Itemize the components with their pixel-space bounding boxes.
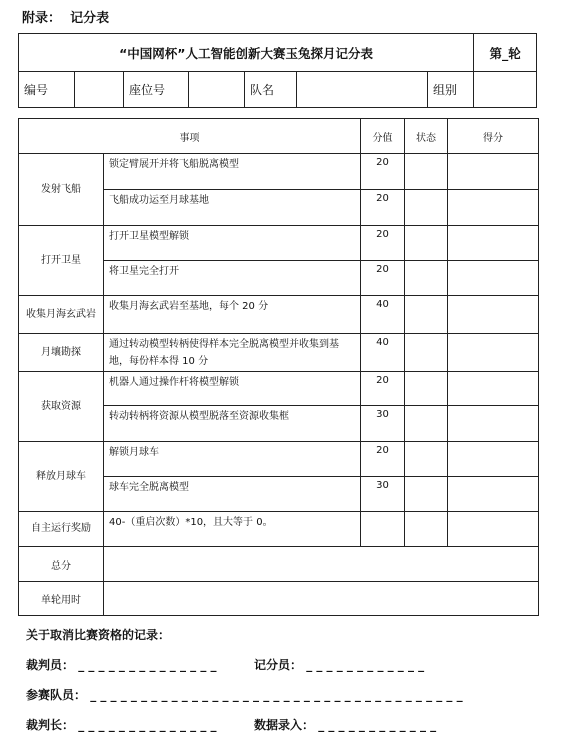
header-table	[18, 33, 537, 108]
item-points: 20	[361, 261, 405, 296]
total-label: 总分	[19, 547, 104, 582]
status-cell[interactable]	[405, 261, 448, 296]
round-time-value[interactable]	[104, 582, 539, 616]
score-cell[interactable]	[448, 372, 539, 406]
status-cell[interactable]	[405, 442, 448, 477]
category-cell: 自主运行奖励	[19, 512, 104, 547]
team-members-blank[interactable]: _ _ _ _ _ _ _ _ _ _ _ _ _ _ _ _ _ _ _ _ _ _ _ _ _ _ _ _ _ _ _ _ _ _ _ _ _	[90, 688, 463, 702]
id-label: 编号	[19, 72, 75, 108]
item-description: 将卫星完全打开	[104, 261, 361, 296]
item-points: 40	[361, 334, 405, 372]
score-table	[18, 118, 539, 616]
total-row	[19, 547, 539, 582]
data-entry-label: 数据录入：	[254, 718, 315, 732]
status-cell[interactable]	[405, 226, 448, 261]
data-entry-blank[interactable]: _ _ _ _ _ _ _ _ _ _ _ _	[318, 718, 437, 732]
table-row	[19, 372, 539, 406]
appendix-heading	[22, 7, 109, 26]
team-members-line	[26, 686, 463, 703]
seat-value[interactable]	[189, 72, 245, 108]
status-cell[interactable]	[405, 296, 448, 334]
table-row	[19, 512, 539, 547]
score-cell[interactable]	[448, 477, 539, 512]
appendix-title: 记分表	[70, 11, 110, 26]
category-cell: 收集月海玄武岩	[19, 296, 104, 334]
column-header-points: 分值	[361, 119, 405, 154]
category-cell: 发射飞船	[19, 154, 104, 226]
category-cell: 打开卫星	[19, 226, 104, 296]
item-points	[361, 512, 405, 547]
score-cell[interactable]	[448, 406, 539, 442]
score-cell[interactable]	[448, 154, 539, 190]
column-header-status: 状态	[405, 119, 448, 154]
chief-referee-line	[26, 716, 217, 733]
item-description: 锁定臂展开并将飞船脱离模型	[104, 154, 361, 190]
score-cell[interactable]	[448, 296, 539, 334]
sheet-title: “中国网杯”人工智能创新大赛玉兔探月记分表	[19, 34, 474, 72]
item-points: 30	[361, 477, 405, 512]
chief-referee-label: 裁判长：	[26, 718, 75, 732]
round-label: 第_轮	[474, 34, 537, 72]
referee-line	[26, 656, 217, 673]
status-cell[interactable]	[405, 512, 448, 547]
category-cell: 月壤勘探	[19, 334, 104, 372]
seat-label: 座位号	[124, 72, 189, 108]
table-row	[19, 226, 539, 261]
item-description: 打开卫星模型解锁	[104, 226, 361, 261]
item-points: 20	[361, 442, 405, 477]
id-value[interactable]	[75, 72, 124, 108]
status-cell[interactable]	[405, 334, 448, 372]
item-points: 40	[361, 296, 405, 334]
item-description: 通过转动模型转柄使得样本完全脱离模型并收集到基地，每份样本得 10 分	[104, 334, 361, 372]
item-description: 转动转柄将资源从模型脱落至资源收集框	[104, 406, 361, 442]
referee-blank[interactable]: _ _ _ _ _ _ _ _ _ _ _ _ _ _	[78, 658, 217, 672]
data-entry-line	[254, 716, 436, 733]
category-cell: 获取资源	[19, 372, 104, 442]
table-row	[19, 442, 539, 477]
table-row	[19, 154, 539, 190]
team-label: 队名	[245, 72, 297, 108]
category-cell: 释放月球车	[19, 442, 104, 512]
status-cell[interactable]	[405, 406, 448, 442]
score-cell[interactable]	[448, 190, 539, 226]
column-header-score: 得分	[448, 119, 539, 154]
group-label: 组别	[428, 72, 474, 108]
appendix-label: 附录：	[22, 11, 62, 26]
score-cell[interactable]	[448, 226, 539, 261]
item-description: 收集月海玄武岩至基地，每个 20 分	[104, 296, 361, 334]
item-points: 20	[361, 226, 405, 261]
score-cell[interactable]	[448, 334, 539, 372]
time-row	[19, 582, 539, 616]
referee-label: 裁判员：	[26, 658, 75, 672]
item-description: 飞船成功运至月球基地	[104, 190, 361, 226]
score-cell[interactable]	[448, 512, 539, 547]
item-description: 解锁月球车	[104, 442, 361, 477]
table-row	[19, 296, 539, 334]
disqualification-heading: 关于取消比赛资格的记录：	[26, 628, 171, 642]
status-cell[interactable]	[405, 477, 448, 512]
scorer-line	[254, 656, 424, 673]
group-value[interactable]	[474, 72, 537, 108]
item-points: 30	[361, 406, 405, 442]
status-cell[interactable]	[405, 372, 448, 406]
column-header-item: 事项	[19, 119, 361, 154]
scorer-blank[interactable]: _ _ _ _ _ _ _ _ _ _ _ _	[306, 658, 425, 672]
team-value[interactable]	[297, 72, 428, 108]
item-points: 20	[361, 372, 405, 406]
scorer-label: 记分员：	[254, 658, 303, 672]
item-description: 球车完全脱离模型	[104, 477, 361, 512]
status-cell[interactable]	[405, 190, 448, 226]
chief-referee-blank[interactable]: _ _ _ _ _ _ _ _ _ _ _ _ _ _	[78, 718, 217, 732]
item-points: 20	[361, 190, 405, 226]
team-members-label: 参赛队员：	[26, 688, 87, 702]
table-row	[19, 334, 539, 372]
status-cell[interactable]	[405, 154, 448, 190]
item-description: 机器人通过操作杆将模型解锁	[104, 372, 361, 406]
round-time-label: 单轮用时	[19, 582, 104, 616]
item-description: 40-（重启次数）*10，且大等于 0。	[104, 512, 361, 547]
item-points: 20	[361, 154, 405, 190]
total-value[interactable]	[104, 547, 539, 582]
score-cell[interactable]	[448, 261, 539, 296]
score-cell[interactable]	[448, 442, 539, 477]
